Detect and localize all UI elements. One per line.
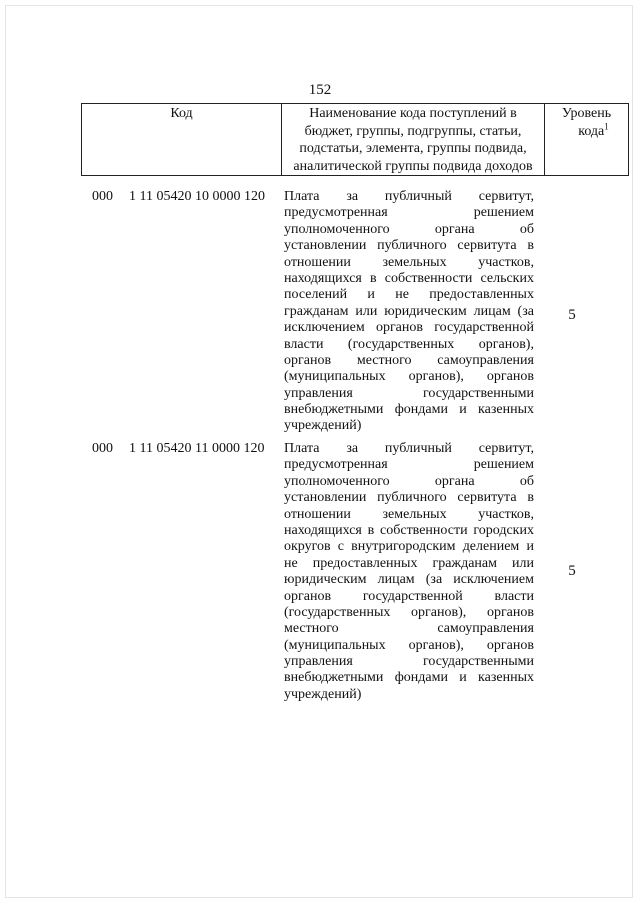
description-word: земельных bbox=[382, 254, 447, 270]
description-word: не bbox=[284, 555, 298, 571]
description-word: органа bbox=[434, 473, 475, 489]
description-word: (государственных bbox=[347, 336, 455, 352]
description-word: решением bbox=[473, 457, 534, 473]
description-word: исключением bbox=[284, 320, 365, 336]
description-word: органов), bbox=[408, 369, 464, 385]
description-line bbox=[284, 474, 534, 490]
description-word: органов bbox=[284, 352, 332, 368]
name-header-line: подстатьи, элемента, группы подвида, bbox=[299, 141, 527, 156]
description-word: уполномоченного bbox=[284, 221, 390, 237]
description-word: государственной bbox=[362, 588, 463, 604]
description-line bbox=[284, 638, 534, 654]
description-word: сервитут, bbox=[478, 441, 534, 456]
description-word: участков, bbox=[478, 254, 534, 270]
description-line bbox=[284, 670, 534, 686]
admin-code: 000 bbox=[92, 441, 113, 456]
description-word: гражданам bbox=[432, 555, 497, 571]
description-line bbox=[284, 507, 534, 523]
description-word: лицам bbox=[473, 303, 511, 319]
description-word: исключением bbox=[453, 572, 534, 588]
description-word: об bbox=[519, 221, 534, 237]
description-word: не bbox=[395, 287, 409, 303]
description-line bbox=[284, 386, 534, 402]
description-line bbox=[284, 654, 534, 670]
description-word: фондами bbox=[394, 402, 448, 418]
description-word: находящихся bbox=[284, 522, 362, 538]
table-header bbox=[81, 103, 629, 176]
description-word: управления bbox=[284, 654, 353, 670]
description-word: сервитута bbox=[457, 490, 517, 506]
description-line bbox=[284, 523, 534, 539]
description-word: решением bbox=[473, 205, 534, 221]
description-word: (за bbox=[517, 303, 534, 319]
description-word: предоставленных bbox=[312, 555, 418, 571]
budget-code: 1 11 05420 11 0000 120 bbox=[129, 441, 265, 456]
description-line bbox=[284, 255, 534, 271]
description-line bbox=[284, 572, 534, 588]
description-word: Плата bbox=[284, 189, 320, 204]
name-header-line: аналитической группы подвида доходов bbox=[293, 158, 533, 174]
description-line bbox=[284, 605, 534, 621]
description-word: собственности bbox=[380, 522, 468, 538]
description-line bbox=[284, 189, 534, 205]
description-word: (государственных bbox=[284, 604, 391, 620]
description-word: отношении bbox=[284, 506, 351, 522]
description-word: в bbox=[370, 270, 377, 286]
description-word: внутригородским bbox=[351, 539, 456, 555]
description-word: публичного bbox=[377, 490, 447, 506]
description-word: казенных bbox=[478, 402, 534, 418]
description-word: (муниципальных bbox=[284, 369, 386, 385]
description-word: публичный bbox=[384, 189, 452, 204]
description-line bbox=[284, 402, 534, 418]
description-word: делением bbox=[462, 539, 520, 555]
description-word: (муниципальных bbox=[284, 637, 386, 653]
description-word: собственности bbox=[384, 270, 473, 286]
description-word: предусмотренная bbox=[284, 457, 388, 473]
description-word: юридическим bbox=[384, 303, 467, 319]
description-word: установлении bbox=[284, 238, 367, 254]
description-line bbox=[284, 556, 534, 572]
description-word: органов), bbox=[411, 604, 467, 620]
level-column-header bbox=[545, 104, 629, 176]
description-word: юридическим bbox=[284, 572, 367, 588]
description-word: гражданам bbox=[284, 303, 349, 319]
description-word: (за bbox=[425, 572, 443, 588]
description-word: внебюджетными bbox=[284, 670, 384, 686]
description-word: отношении bbox=[284, 254, 351, 270]
description-word: и bbox=[459, 670, 467, 686]
description-word: предусмотренная bbox=[284, 205, 388, 221]
row-description bbox=[284, 189, 534, 435]
description-word: и bbox=[367, 287, 375, 303]
budget-code: 1 11 05420 10 0000 120 bbox=[129, 189, 265, 204]
description-word: публичный bbox=[384, 441, 452, 456]
description-line bbox=[284, 539, 534, 555]
description-word: за bbox=[346, 189, 359, 204]
description-word: земельных bbox=[382, 506, 447, 522]
description-word: органа bbox=[434, 221, 475, 237]
description-word: власти bbox=[494, 588, 534, 604]
description-line bbox=[284, 304, 534, 320]
description-word: или bbox=[355, 303, 378, 319]
description-line bbox=[284, 589, 534, 605]
description-line bbox=[284, 320, 534, 336]
description-word: участков, bbox=[478, 506, 534, 522]
description-word: находящихся bbox=[284, 270, 362, 286]
description-word: местного bbox=[356, 352, 412, 368]
description-word: предоставленных bbox=[429, 287, 534, 303]
name-column-header bbox=[282, 104, 545, 176]
description-line bbox=[284, 287, 534, 303]
description-line bbox=[284, 621, 534, 637]
description-word: государственной bbox=[434, 320, 534, 336]
description-word: и bbox=[526, 539, 534, 555]
description-word: или bbox=[511, 555, 534, 571]
description-line: учреждений) bbox=[284, 418, 362, 434]
row-level: 5 bbox=[568, 563, 576, 579]
description-word: сельских bbox=[480, 270, 534, 286]
description-line bbox=[284, 490, 534, 506]
description-word: публичного bbox=[377, 238, 447, 254]
level-header-line bbox=[548, 120, 625, 141]
name-header-line: Наименование кода поступлений в bbox=[309, 106, 517, 121]
page-number: 152 bbox=[308, 82, 332, 98]
description-word: государственными bbox=[422, 385, 534, 401]
description-line: учреждений) bbox=[284, 686, 362, 702]
description-word: самоуправления bbox=[437, 621, 534, 637]
description-word: в bbox=[527, 490, 534, 506]
description-line bbox=[284, 369, 534, 385]
description-word: лицам bbox=[377, 572, 415, 588]
description-line bbox=[284, 337, 534, 353]
description-word: в bbox=[367, 522, 375, 538]
description-word: в bbox=[527, 238, 534, 254]
description-word: городских bbox=[473, 522, 534, 538]
description-word: поселений bbox=[284, 287, 348, 303]
description-word: органов), bbox=[408, 637, 464, 653]
description-word: сервитут, bbox=[478, 189, 534, 204]
description-word: самоуправления bbox=[437, 352, 534, 368]
row-level: 5 bbox=[568, 307, 576, 323]
description-word: органов bbox=[375, 320, 423, 336]
description-word: уполномоченного bbox=[284, 473, 390, 489]
level-header-line: Уровень bbox=[561, 106, 612, 121]
description-word: органов bbox=[486, 604, 534, 620]
level-header-word: кода bbox=[578, 123, 605, 139]
description-line bbox=[284, 271, 534, 287]
description-word: с bbox=[337, 539, 344, 555]
admin-code: 000 bbox=[92, 189, 113, 204]
row-description bbox=[284, 441, 534, 703]
description-word: казенных bbox=[478, 670, 534, 686]
description-word: округов bbox=[284, 539, 331, 555]
code-column-header: Код bbox=[82, 104, 282, 176]
description-line bbox=[284, 441, 534, 457]
description-line bbox=[284, 457, 534, 473]
description-word: установлении bbox=[284, 490, 367, 506]
description-word: за bbox=[346, 441, 359, 456]
description-word: об bbox=[519, 473, 534, 489]
description-word: органов bbox=[284, 588, 332, 604]
description-word: и bbox=[459, 402, 467, 418]
description-line bbox=[284, 238, 534, 254]
description-line bbox=[284, 222, 534, 238]
description-word: внебюджетными bbox=[284, 402, 384, 418]
description-word: органов), bbox=[478, 336, 534, 352]
description-word: государственными bbox=[422, 654, 534, 670]
description-word: власти bbox=[284, 336, 324, 352]
description-word: управления bbox=[284, 385, 353, 401]
description-word: органов bbox=[486, 369, 534, 385]
description-word: фондами bbox=[394, 670, 448, 686]
description-word: местного bbox=[284, 621, 339, 637]
name-header-line: бюджет, группы, подгруппы, статьи, bbox=[304, 123, 522, 139]
description-line bbox=[284, 353, 534, 369]
footnote-marker: 1 bbox=[604, 120, 609, 131]
description-line bbox=[284, 205, 534, 221]
description-word: органов bbox=[486, 637, 534, 653]
description-word: сервитута bbox=[457, 238, 517, 254]
description-word: Плата bbox=[284, 441, 320, 456]
